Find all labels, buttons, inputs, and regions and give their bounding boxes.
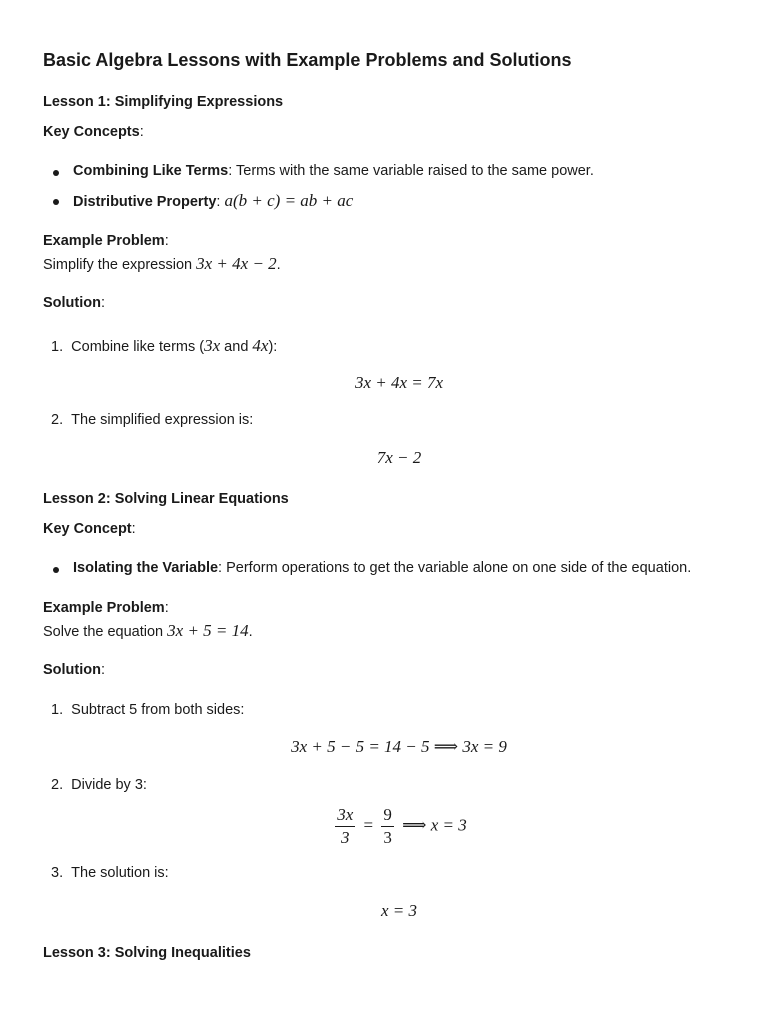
bullet-dot — [53, 170, 59, 176]
lesson1-step-2: 2. The simplified expression is: — [51, 412, 254, 428]
lesson1-key-concepts-label: Key Concepts: — [43, 124, 144, 140]
lesson2-step-3-equation: x = 3 — [380, 901, 418, 920]
lesson2-key-concept-label: Key Concept: — [43, 521, 136, 537]
lesson2-bullet-1: Isolating the Variable: Perform operations to get the variable alone on one side of the equation. — [73, 560, 692, 576]
document-page — [43, 0, 733, 1024]
fraction-left: $\frac{3x}{3}$ — [337, 805, 354, 847]
lesson1-example-label: Example Problem: — [43, 233, 169, 249]
lesson1-step-2-equation: 7x − 2 — [376, 448, 422, 467]
lesson1-heading: Lesson 1: Simplifying Expressions — [43, 94, 284, 110]
lesson3-heading: Lesson 3: Solving Inequalities — [43, 945, 251, 961]
fraction-right: $\frac{9}{3}$ — [383, 805, 392, 847]
lesson1-example-text: Simplify the expression 3x + 4x − 2. — [43, 254, 281, 273]
lesson2-step-3: 3. The solution is: — [51, 865, 169, 881]
lesson1-step-1-equation: 3x + 4x = 7x — [354, 373, 444, 392]
lesson1-step-1: 1. Combine like terms (3x and 4x): — [51, 336, 278, 355]
lesson1-solution-label: Solution: — [43, 295, 106, 311]
lesson2-step-1: 1. Subtract 5 from both sides: — [51, 702, 245, 718]
lesson1-bullet-1: Combining Like Terms: Terms with the same variable raised to the same power. — [73, 163, 594, 179]
lesson2-heading: Lesson 2: Solving Linear Equations — [43, 491, 289, 507]
lesson2-step-2-equation: $\frac{3x}{3}$ = $\frac{9}{3}$ ⟹ x = 3 — [337, 805, 467, 847]
lesson2-step-2: 2. Divide by 3: — [51, 777, 147, 793]
page-title: Basic Algebra Lessons with Example Problems and Solutions — [43, 50, 572, 70]
lesson2-example-text: Solve the equation 3x + 5 = 14. — [43, 621, 253, 640]
lesson2-step-1-equation: 3x + 5 − 5 = 14 − 5 ⟹ 3x = 9 — [291, 737, 507, 756]
bullet-dot — [53, 567, 59, 573]
lesson1-bullet-2: Distributive Property: a(b + c) = ab + ac — [73, 191, 354, 210]
lesson2-example-label: Example Problem: — [43, 600, 169, 616]
lesson2-solution-label: Solution: — [43, 662, 106, 678]
bullet-dot — [53, 199, 59, 205]
